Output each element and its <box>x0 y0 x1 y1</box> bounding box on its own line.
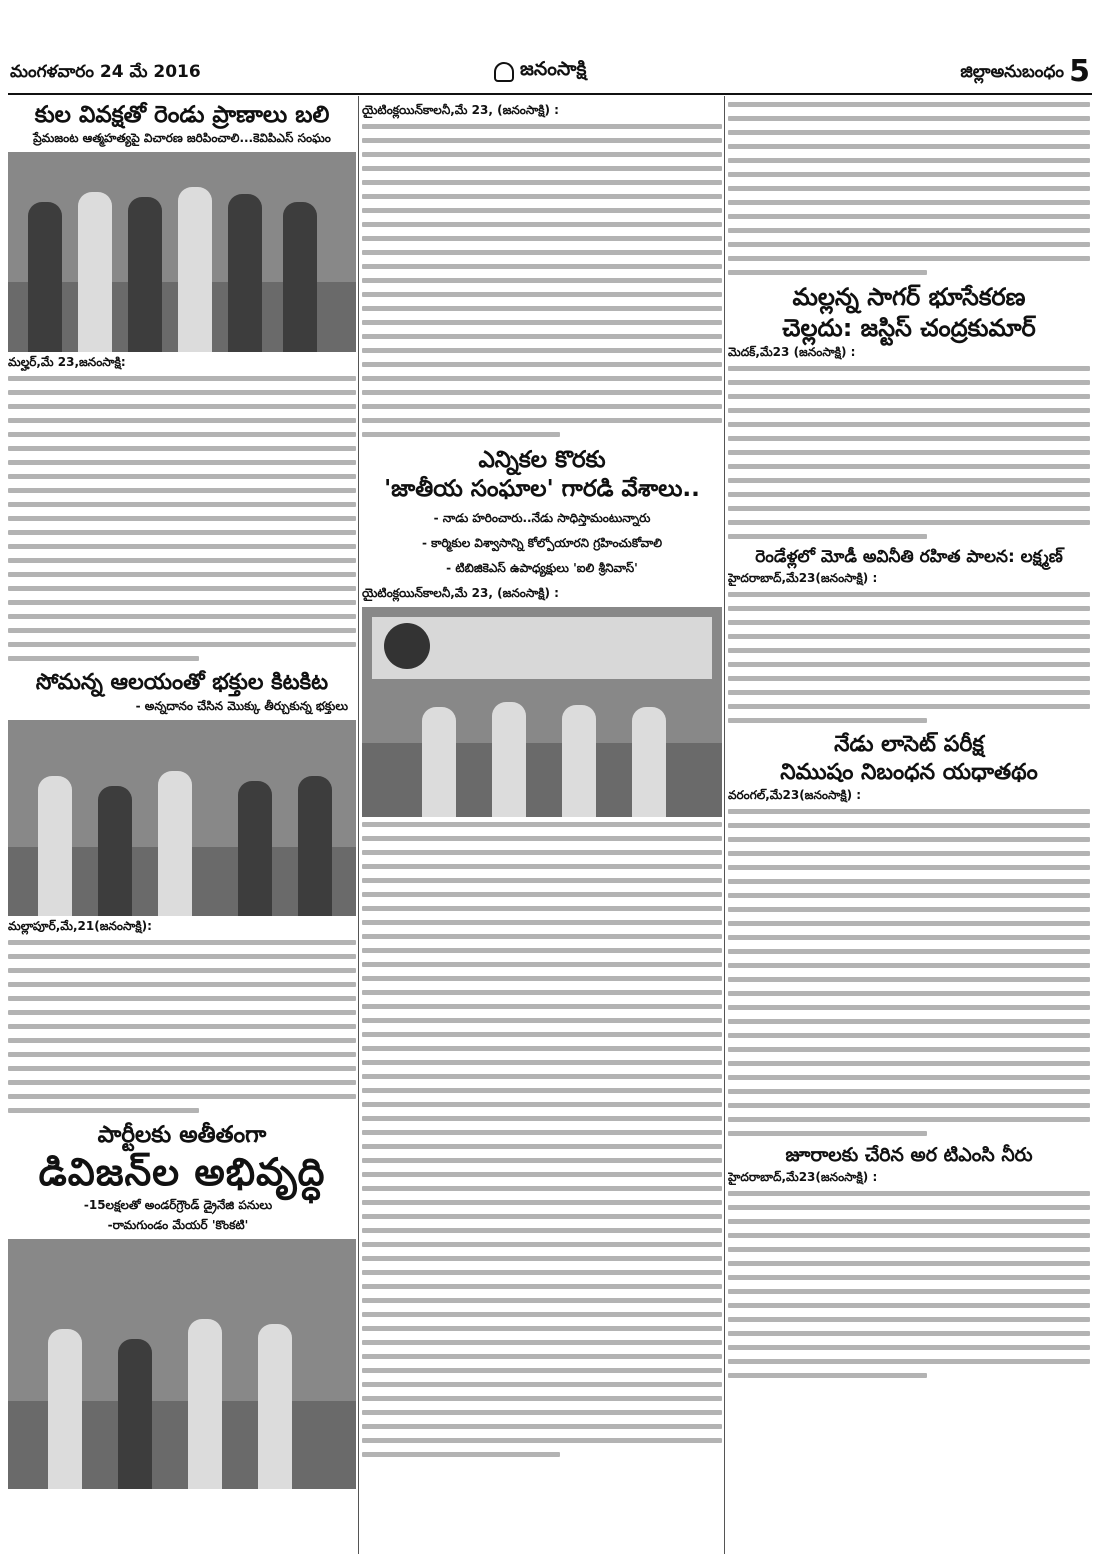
article-body <box>728 100 1090 275</box>
text-line-placeholder <box>8 1010 356 1015</box>
text-line-placeholder <box>8 446 356 451</box>
text-line-placeholder <box>8 390 356 395</box>
text-line-placeholder <box>8 940 356 945</box>
article-kicker: - అన్నదానం చేసిన మొక్కు తీర్చుకున్న భక్తులు <box>135 698 348 713</box>
text-line-placeholder <box>728 214 1090 219</box>
text-line-placeholder <box>362 250 722 255</box>
text-line-placeholder <box>728 1359 1090 1364</box>
article-headline: డివిజన్‌ల అభివృద్ధి <box>38 1150 326 1195</box>
article-subheadline: - నాడు హరించారు..నేడు సాధిస్తామంటున్నారు <box>433 510 651 525</box>
article-headline: పార్టీలకు అతీతంగా <box>97 1121 267 1148</box>
text-line-placeholder <box>362 1116 722 1121</box>
text-line-placeholder <box>8 1108 199 1113</box>
text-line-placeholder <box>728 520 1090 525</box>
article-headline: కుల వివక్షతో రెండు ప్రాణాలు బలి <box>34 102 330 128</box>
text-line-placeholder <box>362 920 722 925</box>
text-line-placeholder <box>362 1088 722 1093</box>
text-line-placeholder <box>8 404 356 409</box>
article-dateline: మెదక్‌,మే23 (జనంసాక్షి) : <box>728 345 856 360</box>
column-divider <box>358 96 359 1554</box>
text-line-placeholder <box>8 544 356 549</box>
text-line-placeholder <box>362 1312 722 1317</box>
text-line-placeholder <box>728 865 1090 870</box>
text-line-placeholder <box>728 1289 1090 1294</box>
text-line-placeholder <box>728 851 1090 856</box>
text-line-placeholder <box>8 586 356 591</box>
text-line-placeholder <box>362 1200 722 1205</box>
text-line-placeholder <box>362 194 722 199</box>
text-line-placeholder <box>362 404 722 409</box>
text-line-placeholder <box>362 222 722 227</box>
text-line-placeholder <box>8 1024 356 1029</box>
text-line-placeholder <box>728 1219 1090 1224</box>
text-line-placeholder <box>728 704 1090 709</box>
article-headline: జూరాలకు చేరిన అర టిఎంసి నీరు <box>785 1144 1033 1167</box>
text-line-placeholder <box>362 1172 722 1177</box>
article-headline: నిముషం నిబంధన యధాతథం <box>780 760 1038 786</box>
text-line-placeholder <box>728 1061 1090 1066</box>
text-line-placeholder <box>728 380 1090 385</box>
text-line-placeholder <box>728 1103 1090 1108</box>
text-line-placeholder <box>728 1373 927 1378</box>
text-line-placeholder <box>728 718 927 723</box>
text-line-placeholder <box>728 963 1090 968</box>
text-line-placeholder <box>728 158 1090 163</box>
article-body <box>728 590 1090 723</box>
text-line-placeholder <box>362 1270 722 1275</box>
article-kicker: -రామగుండం మేయర్‌ 'కొంకటి' <box>107 1217 249 1232</box>
text-line-placeholder <box>8 656 199 661</box>
text-line-placeholder <box>362 166 722 171</box>
paper-name: జనంసాక్షి <box>520 58 587 80</box>
text-line-placeholder <box>728 837 1090 842</box>
article-dateline: యైటింక్లయిన్‌కాలనీ,మే 23, (జనంసాక్షి) : <box>362 103 559 117</box>
text-line-placeholder <box>8 642 356 647</box>
text-line-placeholder <box>8 572 356 577</box>
text-line-placeholder <box>362 962 722 967</box>
text-line-placeholder <box>362 1256 722 1261</box>
article-dateline: హైదరాబాద్‌,మే23(జనంసాక్షి) : <box>728 1170 878 1185</box>
article-body <box>362 820 722 1457</box>
text-line-placeholder <box>8 530 356 535</box>
article-body <box>728 364 1090 539</box>
text-line-placeholder <box>728 907 1090 912</box>
text-line-placeholder <box>728 1205 1090 1210</box>
text-line-placeholder <box>728 1331 1090 1336</box>
logo-icon <box>494 62 514 82</box>
text-line-placeholder <box>728 270 927 275</box>
text-line-placeholder <box>728 879 1090 884</box>
text-line-placeholder <box>8 1080 356 1085</box>
text-line-placeholder <box>728 1261 1090 1266</box>
text-line-placeholder <box>362 1046 722 1051</box>
text-line-placeholder <box>362 264 722 269</box>
text-line-placeholder <box>728 228 1090 233</box>
article-dateline: మల్హర్‌,మే 23,జనంసాక్షి: <box>8 355 126 370</box>
text-line-placeholder <box>362 1032 722 1037</box>
text-line-placeholder <box>8 954 356 959</box>
text-line-placeholder <box>728 256 1090 261</box>
text-line-placeholder <box>728 823 1090 828</box>
text-line-placeholder <box>362 124 722 129</box>
text-line-placeholder <box>362 1186 722 1191</box>
section-name: జిల్లాఅనుబంధం <box>960 62 1064 82</box>
text-line-placeholder <box>362 906 722 911</box>
text-line-placeholder <box>728 186 1090 191</box>
text-line-placeholder <box>728 102 1090 107</box>
text-line-placeholder <box>8 376 356 381</box>
article-body <box>728 1189 1090 1378</box>
text-line-placeholder <box>728 436 1090 441</box>
text-line-placeholder <box>728 1019 1090 1024</box>
article-photo <box>8 1239 356 1489</box>
text-line-placeholder <box>362 376 722 381</box>
text-line-placeholder <box>362 1438 722 1443</box>
text-line-placeholder <box>362 208 722 213</box>
text-line-placeholder <box>728 949 1090 954</box>
text-line-placeholder <box>728 1275 1090 1280</box>
text-line-placeholder <box>728 366 1090 371</box>
article-headline: ఎన్నికల కొరకు <box>478 447 606 473</box>
text-line-placeholder <box>728 1233 1090 1238</box>
text-line-placeholder <box>362 362 722 367</box>
text-line-placeholder <box>362 278 722 283</box>
text-line-placeholder <box>362 418 722 423</box>
text-line-placeholder <box>728 1047 1090 1052</box>
text-line-placeholder <box>362 822 722 827</box>
text-line-placeholder <box>728 1089 1090 1094</box>
text-line-placeholder <box>728 606 1090 611</box>
article-body <box>362 122 722 437</box>
text-line-placeholder <box>362 1284 722 1289</box>
article-headline: రెండేళ్లలో మోడీ అవినీతి రహిత పాలన: లక్ష్మణ్‌ <box>755 547 1063 568</box>
article-headline: 'జాతీయ సంఘాల' గారడి వేశాలు.. <box>384 476 700 503</box>
text-line-placeholder <box>362 152 722 157</box>
article-body <box>728 807 1090 1136</box>
text-line-placeholder <box>728 1191 1090 1196</box>
text-line-placeholder <box>728 408 1090 413</box>
text-line-placeholder <box>8 1038 356 1043</box>
text-line-placeholder <box>362 878 722 883</box>
article-subheadline: - టిబిజికెఎస్‌ ఉపాధ్యక్షులు 'ఐలి శ్రీనివాస్‌' <box>446 560 638 575</box>
masthead-rule <box>8 93 1092 95</box>
text-line-placeholder <box>362 1326 722 1331</box>
text-line-placeholder <box>728 592 1090 597</box>
text-line-placeholder <box>8 516 356 521</box>
column-left <box>8 100 356 1552</box>
text-line-placeholder <box>728 478 1090 483</box>
text-line-placeholder <box>362 334 722 339</box>
text-line-placeholder <box>728 676 1090 681</box>
text-line-placeholder <box>728 893 1090 898</box>
article-subheadline: - కార్మికుల విశ్వాసాన్ని కోల్పోయారని గ్రహించుకోవాలి <box>421 535 662 550</box>
text-line-placeholder <box>728 1117 1090 1122</box>
text-line-placeholder <box>728 809 1090 814</box>
text-line-placeholder <box>362 180 722 185</box>
column-right <box>728 100 1090 1552</box>
text-line-placeholder <box>362 1242 722 1247</box>
text-line-placeholder <box>362 1298 722 1303</box>
paper-logo <box>494 58 586 85</box>
text-line-placeholder <box>362 1004 722 1009</box>
text-line-placeholder <box>728 1303 1090 1308</box>
text-line-placeholder <box>362 1368 722 1373</box>
text-line-placeholder <box>728 1247 1090 1252</box>
text-line-placeholder <box>362 138 722 143</box>
text-line-placeholder <box>8 460 356 465</box>
article-headline: నేడు లాసెట్‌ పరీక్ష <box>834 731 984 757</box>
text-line-placeholder <box>728 144 1090 149</box>
article-dateline: యైటింక్లయిన్‌కాలనీ,మే 23, (జనంసాక్షి) : <box>362 585 559 600</box>
article-body <box>8 938 356 1113</box>
text-line-placeholder <box>728 662 1090 667</box>
text-line-placeholder <box>362 1396 722 1401</box>
text-line-placeholder <box>362 1158 722 1163</box>
text-line-placeholder <box>362 432 560 437</box>
article-photo <box>362 607 722 817</box>
text-line-placeholder <box>362 1382 722 1387</box>
article-dateline: మల్లాపూర్‌,మే,21(జనంసాక్షి): <box>8 918 152 933</box>
text-line-placeholder <box>362 892 722 897</box>
text-line-placeholder <box>728 977 1090 982</box>
text-line-placeholder <box>728 1131 927 1136</box>
text-line-placeholder <box>362 1102 722 1107</box>
text-line-placeholder <box>728 991 1090 996</box>
text-line-placeholder <box>728 1075 1090 1080</box>
text-line-placeholder <box>8 982 356 987</box>
text-line-placeholder <box>362 1452 560 1457</box>
text-line-placeholder <box>728 620 1090 625</box>
text-line-placeholder <box>8 614 356 619</box>
text-line-placeholder <box>728 242 1090 247</box>
text-line-placeholder <box>728 1033 1090 1038</box>
text-line-placeholder <box>362 1340 722 1345</box>
text-line-placeholder <box>8 968 356 973</box>
text-line-placeholder <box>362 320 722 325</box>
text-line-placeholder <box>362 1060 722 1065</box>
text-line-placeholder <box>8 1066 356 1071</box>
text-line-placeholder <box>728 172 1090 177</box>
text-line-placeholder <box>728 450 1090 455</box>
article-kicker: -15లక్షలతో అండర్‌గ్రౌండ్‌ డ్రైనేజి పనులు <box>83 1197 273 1212</box>
text-line-placeholder <box>362 1018 722 1023</box>
text-line-placeholder <box>728 130 1090 135</box>
text-line-placeholder <box>8 1052 356 1057</box>
text-line-placeholder <box>362 836 722 841</box>
text-line-placeholder <box>728 422 1090 427</box>
text-line-placeholder <box>8 432 356 437</box>
text-line-placeholder <box>362 990 722 995</box>
text-line-placeholder <box>362 934 722 939</box>
text-line-placeholder <box>8 558 356 563</box>
column-middle <box>362 100 722 1552</box>
text-line-placeholder <box>8 488 356 493</box>
article-dateline: హైదరాబాద్‌,మే23(జనంసాక్షి) : <box>728 570 878 585</box>
article-subheadline: ప్రేమజంట ఆత్మహత్యపై విచారణ జరిపించాలి...కెవిపిఎస్‌ సంఘం <box>33 131 331 146</box>
text-line-placeholder <box>362 948 722 953</box>
article-headline: చెల్లదు: జస్టిస్‌ చంద్రకుమార్‌ <box>782 313 1036 342</box>
text-line-placeholder <box>728 534 927 539</box>
text-line-placeholder <box>728 690 1090 695</box>
text-line-placeholder <box>362 1130 722 1135</box>
text-line-placeholder <box>8 996 356 1001</box>
text-line-placeholder <box>728 935 1090 940</box>
text-line-placeholder <box>362 1214 722 1219</box>
page-number: 5 <box>1069 54 1090 89</box>
column-divider <box>724 96 725 1554</box>
text-line-placeholder <box>362 1144 722 1149</box>
article-body <box>8 374 356 661</box>
text-line-placeholder <box>728 648 1090 653</box>
text-line-placeholder <box>362 236 722 241</box>
text-line-placeholder <box>728 921 1090 926</box>
article-headline: సోమన్న ఆలయంతో భక్తుల కిటకిట <box>35 670 329 696</box>
text-line-placeholder <box>728 464 1090 469</box>
article-headline: మల్లన్న సాగర్‌ భూసేకరణ <box>792 283 1026 311</box>
text-line-placeholder <box>362 1228 722 1233</box>
text-line-placeholder <box>362 864 722 869</box>
text-line-placeholder <box>8 502 356 507</box>
text-line-placeholder <box>728 200 1090 205</box>
text-line-placeholder <box>362 1354 722 1359</box>
masthead <box>0 0 1100 96</box>
text-line-placeholder <box>362 976 722 981</box>
text-line-placeholder <box>728 116 1090 121</box>
text-line-placeholder <box>8 600 356 605</box>
text-line-placeholder <box>8 474 356 479</box>
article-photo <box>8 152 356 352</box>
article-photo <box>8 720 356 916</box>
text-line-placeholder <box>362 348 722 353</box>
union-logo-icon <box>384 623 430 669</box>
text-line-placeholder <box>362 850 722 855</box>
text-line-placeholder <box>728 506 1090 511</box>
text-line-placeholder <box>728 492 1090 497</box>
text-line-placeholder <box>728 1005 1090 1010</box>
text-line-placeholder <box>728 1317 1090 1322</box>
text-line-placeholder <box>8 1094 356 1099</box>
text-line-placeholder <box>8 418 356 423</box>
text-line-placeholder <box>728 634 1090 639</box>
issue-date: మంగళవారం 24 మే 2016 <box>10 62 201 82</box>
text-line-placeholder <box>728 1345 1090 1350</box>
text-line-placeholder <box>8 628 356 633</box>
text-line-placeholder <box>362 1410 722 1415</box>
article-dateline: వరంగల్‌,మే23(జనంసాక్షి) : <box>728 788 862 803</box>
text-line-placeholder <box>728 394 1090 399</box>
text-line-placeholder <box>362 292 722 297</box>
text-line-placeholder <box>362 1424 722 1429</box>
text-line-placeholder <box>362 306 722 311</box>
text-line-placeholder <box>362 390 722 395</box>
text-line-placeholder <box>362 1074 722 1079</box>
